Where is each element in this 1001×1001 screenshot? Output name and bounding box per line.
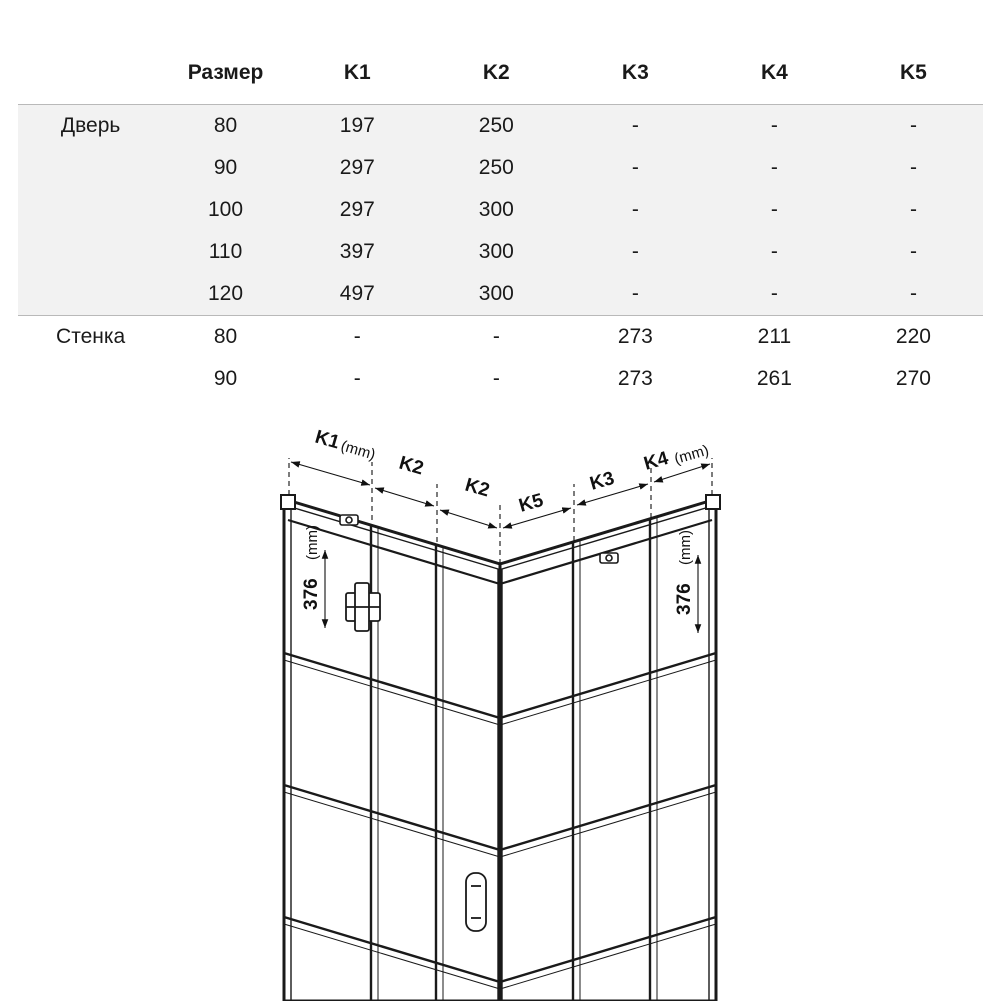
header-empty (18, 52, 163, 105)
label-k1: K1 (312, 426, 342, 454)
spec-table (18, 52, 983, 400)
cell-size: 90 (163, 358, 288, 400)
cell-k1: 297 (288, 147, 427, 189)
table-row (18, 316, 983, 359)
header-k4: K4 (705, 52, 844, 105)
label-k2-right: K2 (462, 474, 492, 502)
cell-size: 80 (163, 105, 288, 148)
cell-size: 120 (163, 273, 288, 316)
row-label (18, 147, 163, 189)
cell-k4: - (705, 273, 844, 316)
table-row (18, 189, 983, 231)
cell-k1: - (288, 316, 427, 359)
cell-k4: - (705, 105, 844, 148)
latch-bracket (346, 583, 380, 631)
table-row (18, 273, 983, 316)
cell-k2: - (427, 316, 566, 359)
table-row (18, 147, 983, 189)
cell-size: 100 (163, 189, 288, 231)
cell-k5: - (844, 189, 983, 231)
cell-size: 110 (163, 231, 288, 273)
cell-k2: 300 (427, 231, 566, 273)
spec-table-container (18, 52, 983, 400)
table-header-row (18, 52, 983, 105)
cell-k5: - (844, 147, 983, 189)
cell-k3: 273 (566, 358, 705, 400)
cell-size: 80 (163, 316, 288, 359)
label-height-left: 376 (301, 578, 322, 610)
door-handle (466, 873, 486, 931)
cell-k2: 300 (427, 273, 566, 316)
label-k1-unit: (mm) (338, 437, 378, 464)
cell-k3: - (566, 105, 705, 148)
header-k2: K2 (427, 52, 566, 105)
row-label (18, 189, 163, 231)
table-row (18, 105, 983, 148)
roller-fitting-right (600, 553, 618, 563)
cell-k3: - (566, 189, 705, 231)
cell-k3: - (566, 273, 705, 316)
cell-k5: - (844, 273, 983, 316)
label-k2-left: K2 (396, 452, 426, 480)
label-k4-unit: (mm) (672, 441, 711, 468)
roller-fitting-left (340, 515, 358, 525)
label-k3: K3 (587, 467, 617, 495)
header-k1: K1 (288, 52, 427, 105)
table-row (18, 358, 983, 400)
cell-k3: 273 (566, 316, 705, 359)
header-size: Размер (163, 52, 288, 105)
row-label: Дверь (18, 105, 163, 148)
cell-k5: - (844, 105, 983, 148)
label-k5: K5 (516, 489, 546, 517)
row-label (18, 273, 163, 316)
cell-k2: 250 (427, 105, 566, 148)
row-label (18, 231, 163, 273)
cell-k2: - (427, 358, 566, 400)
header-k3: K3 (566, 52, 705, 105)
label-height-right: 376 (674, 583, 695, 615)
cell-k1: 297 (288, 189, 427, 231)
cell-k4: 261 (705, 358, 844, 400)
row-label (18, 358, 163, 400)
cell-k1: - (288, 358, 427, 400)
cell-k5: 220 (844, 316, 983, 359)
table-row (18, 231, 983, 273)
cell-k1: 497 (288, 273, 427, 316)
row-label: Стенка (18, 316, 163, 359)
cell-k5: - (844, 231, 983, 273)
cell-k4: 211 (705, 316, 844, 359)
header-k5: K5 (844, 52, 983, 105)
label-height-right-unit: (mm) (677, 530, 694, 565)
cell-size: 90 (163, 147, 288, 189)
shower-enclosure-drawing (0, 400, 1001, 1001)
cell-k4: - (705, 231, 844, 273)
cell-k4: - (705, 189, 844, 231)
cell-k1: 197 (288, 105, 427, 148)
cell-k3: - (566, 231, 705, 273)
cell-k4: - (705, 147, 844, 189)
label-height-left-unit: (mm) (304, 525, 321, 560)
label-k4: K4 (641, 447, 671, 475)
cell-k3: - (566, 147, 705, 189)
cell-k1: 397 (288, 231, 427, 273)
cell-k5: 270 (844, 358, 983, 400)
cell-k2: 300 (427, 189, 566, 231)
enclosure-frame (281, 495, 720, 1001)
cell-k2: 250 (427, 147, 566, 189)
